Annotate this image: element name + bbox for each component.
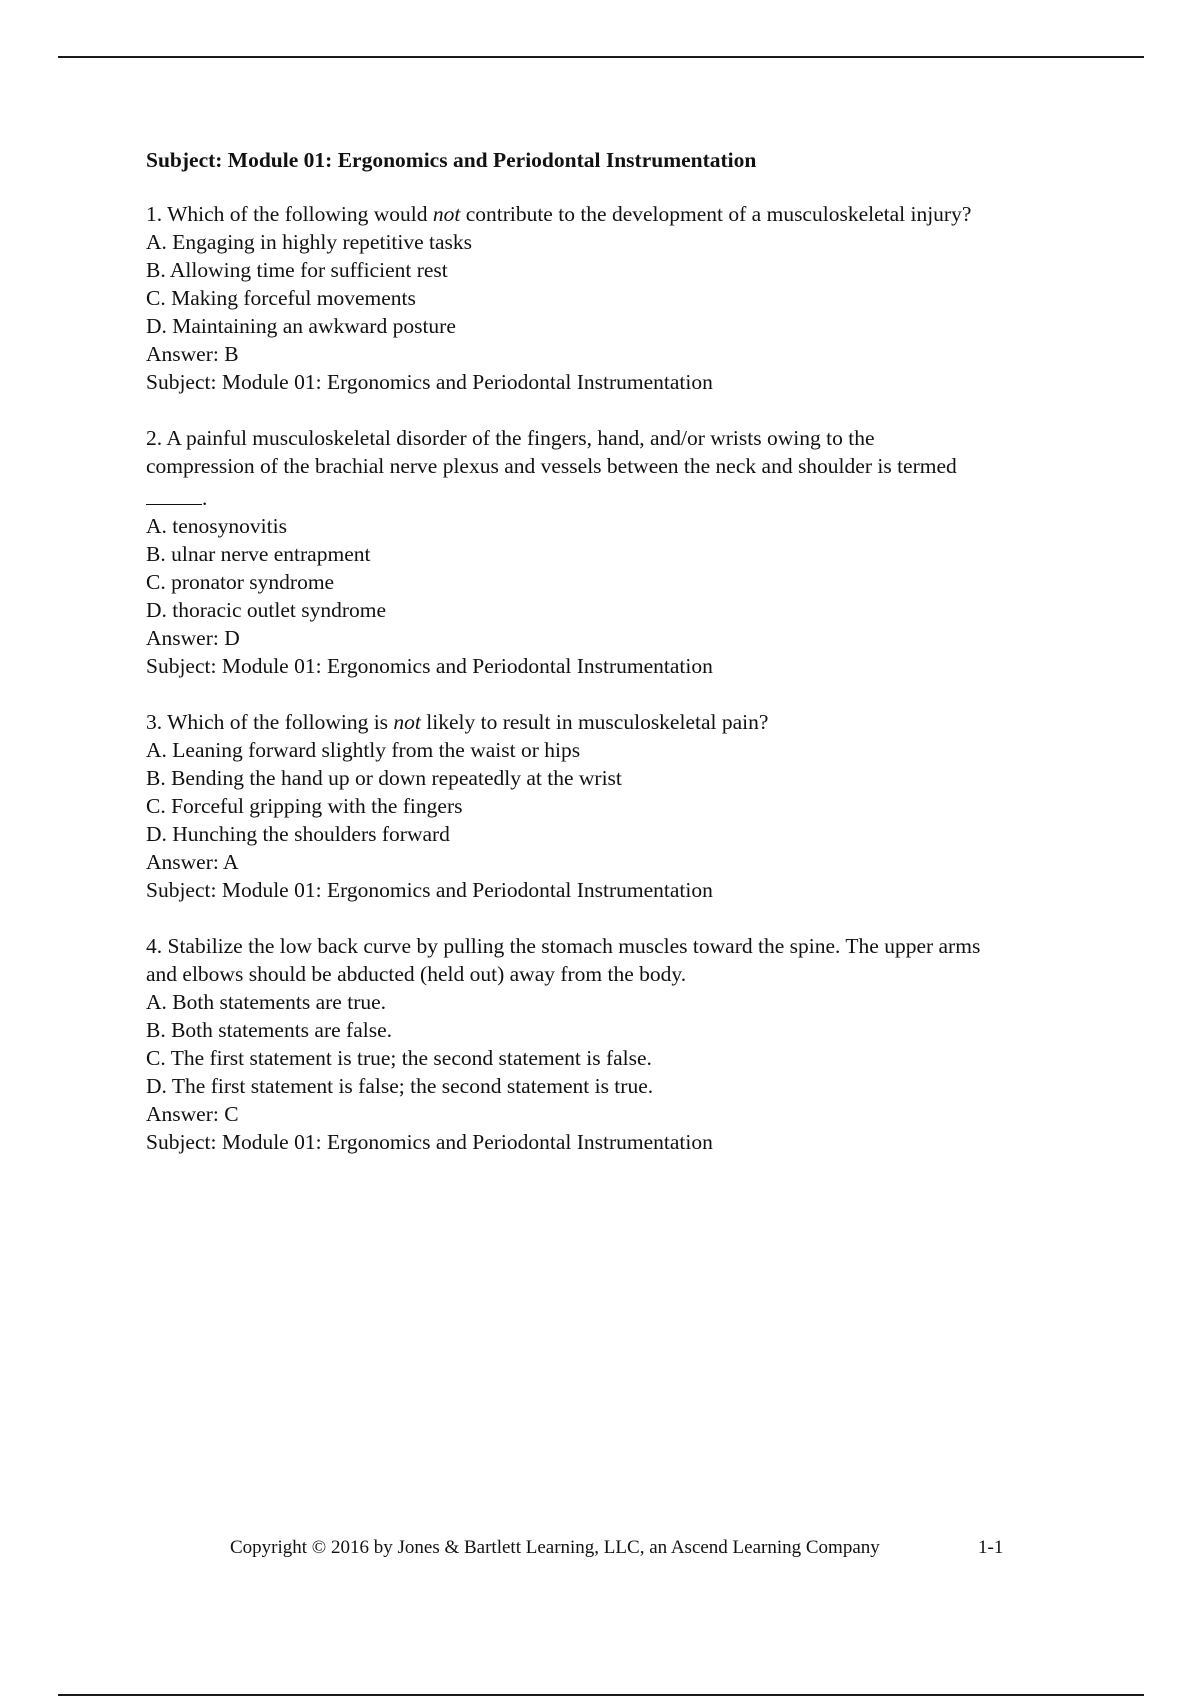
question-3: [146, 708, 1106, 904]
bottom-rule: [58, 1694, 1144, 1696]
top-rule: [58, 56, 1144, 58]
question-stem-line-2: compression of the brachial nerve plexus and vessels between the neck and shoulder is termed: [146, 454, 957, 478]
option-c: C. pronator syndrome: [146, 570, 335, 594]
stem-emphasis: not: [393, 710, 421, 734]
option-d: D. The first statement is false; the second statement is true.: [146, 1074, 654, 1098]
document-body: [146, 146, 1106, 1184]
option-a: A. Both statements are true.: [146, 990, 387, 1014]
stem-text: 3. Which of the following is: [146, 710, 394, 734]
option-d: D. Maintaining an awkward posture: [146, 314, 456, 338]
answer-blank: [146, 484, 202, 505]
question-stem: [146, 708, 1106, 736]
option-c: C. Forceful gripping with the fingers: [146, 794, 463, 818]
option-d: D. Hunching the shoulders forward: [146, 822, 450, 846]
stem-text: 1. Which of the following would: [146, 202, 433, 226]
question-1: [146, 200, 1106, 396]
question-subject: Subject: Module 01: Ergonomics and Periodontal Instrumentation: [146, 1130, 713, 1154]
option-b: B. Both statements are false.: [146, 1018, 392, 1042]
question-stem-line-1: 4. Stabilize the low back curve by pulling the stomach muscles toward the spine. The upper arms: [146, 934, 981, 958]
answer: Answer: B: [146, 342, 239, 366]
question-stem: [146, 200, 1106, 228]
stem-text: contribute to the development of a musculoskeletal injury?: [460, 202, 972, 226]
question-4: [146, 932, 1106, 1156]
option-b: B. ulnar nerve entrapment: [146, 542, 371, 566]
page-number: 1-1: [978, 1537, 1004, 1558]
option-b: B. Bending the hand up or down repeatedly at the wrist: [146, 766, 622, 790]
option-d: D. thoracic outlet syndrome: [146, 598, 387, 622]
question-subject: Subject: Module 01: Ergonomics and Periodontal Instrumentation: [146, 370, 713, 394]
option-c: C. The first statement is true; the second statement is false.: [146, 1046, 652, 1070]
option-b: B. Allowing time for sufficient rest: [146, 258, 448, 282]
document-heading: Subject: Module 01: Ergonomics and Periodontal Instrumentation: [146, 148, 757, 172]
question-subject: Subject: Module 01: Ergonomics and Periodontal Instrumentation: [146, 878, 713, 902]
question-2: [146, 424, 1106, 680]
question-stem-line-3: [146, 480, 1106, 512]
answer: Answer: D: [146, 626, 240, 650]
answer: Answer: A: [146, 850, 239, 874]
option-c: C. Making forceful movements: [146, 286, 416, 310]
stem-emphasis: not: [432, 202, 461, 226]
copyright-notice: Copyright © 2016 by Jones & Bartlett Learning, LLC, an Ascend Learning Company: [230, 1537, 880, 1558]
question-stem-line-1: 2. A painful musculoskeletal disorder of the fingers, hand, and/or wrists owing to the: [146, 426, 875, 450]
question-stem-line-2: and elbows should be abducted (held out) away from the body.: [146, 962, 687, 986]
stem-text: likely to result in musculoskeletal pain?: [420, 710, 769, 734]
option-a: A. tenosynovitis: [146, 514, 287, 538]
option-a: A. Leaning forward slightly from the waist or hips: [146, 738, 581, 762]
stem-suffix: .: [202, 486, 208, 510]
answer: Answer: C: [146, 1102, 239, 1126]
option-a: A. Engaging in highly repetitive tasks: [146, 230, 473, 254]
question-subject: Subject: Module 01: Ergonomics and Periodontal Instrumentation: [146, 654, 713, 678]
